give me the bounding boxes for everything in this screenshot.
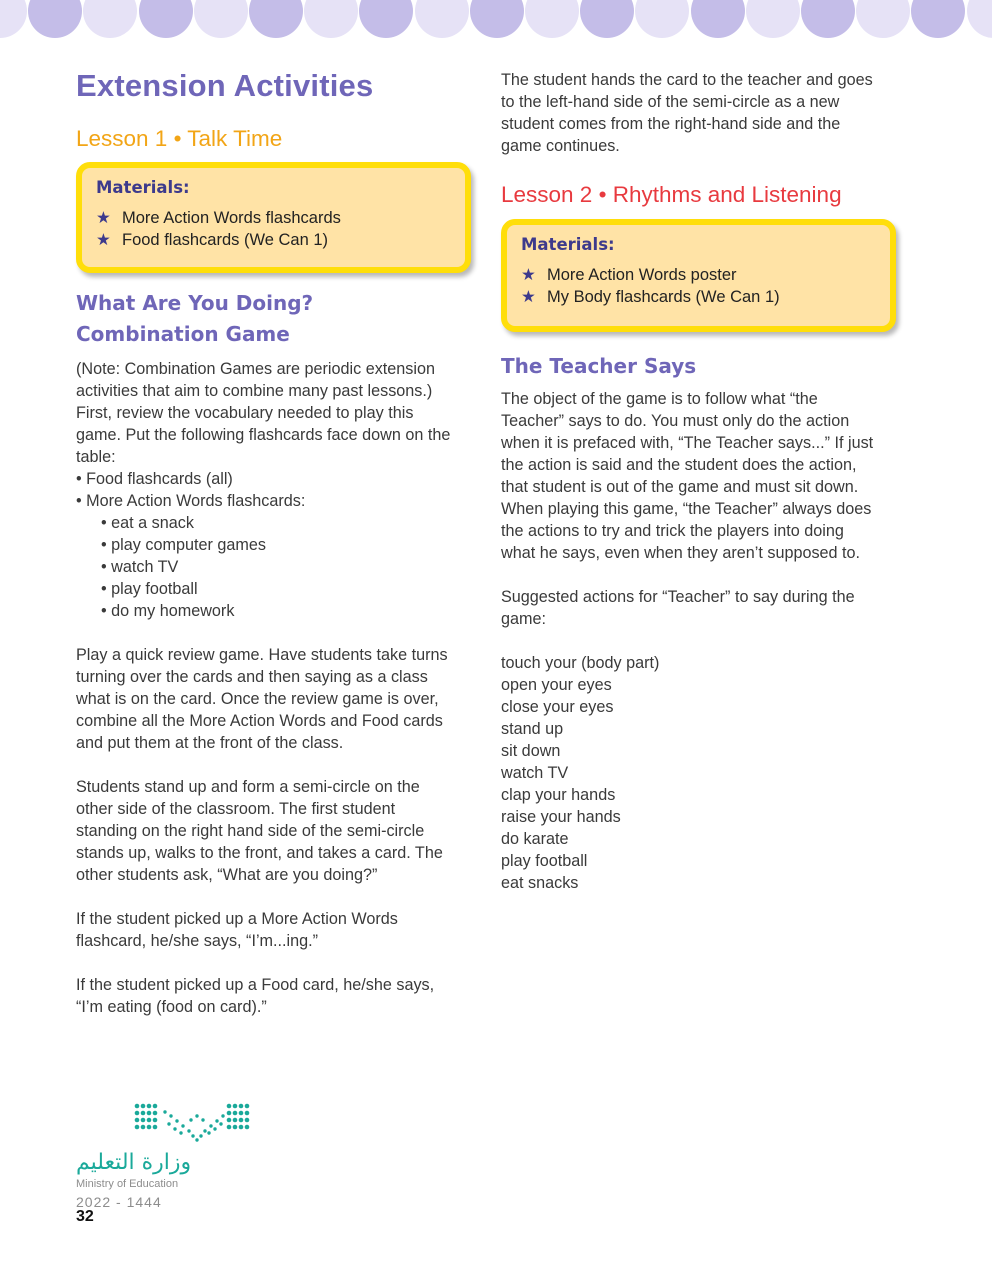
logo-dot: [233, 1118, 238, 1123]
combination-game-heading: What Are You Doing? Combination Game: [76, 291, 314, 346]
logo-dot: [141, 1111, 146, 1116]
logo-dot: [239, 1104, 244, 1109]
paragraph: Suggested actions for “Teacher” to say during the game:: [501, 588, 855, 628]
actions-list: [501, 652, 901, 894]
logo-dot: [203, 1129, 206, 1132]
decorative-scallop-border: [0, 0, 992, 40]
logo-dot: [153, 1111, 158, 1116]
logo-dot: [245, 1104, 250, 1109]
logo-dot: [175, 1119, 178, 1122]
logo-dot: [153, 1104, 158, 1109]
list-item: raise your hands: [501, 808, 621, 826]
logo-dot: [199, 1134, 202, 1137]
lesson2-heading: Lesson 2 • Rhythms and Listening: [501, 182, 842, 207]
scallop-shape: [470, 0, 524, 38]
combination-game-continued: The student hands the card to the teacher and goes to the left-hand side of the semi-circle as a new student comes from the right-hand side and the game continues.: [501, 71, 873, 155]
logo-dot: [245, 1111, 250, 1116]
scallop-shape: [139, 0, 193, 38]
logo-dot: [135, 1104, 140, 1109]
materials-item: ★ More Action Words flashcards: [96, 209, 341, 227]
scallop-shape: [249, 0, 303, 38]
paragraph: If the student picked up a Food card, he/she says, “I’m eating (food on card).”: [76, 976, 435, 1016]
logo-dot: [179, 1131, 182, 1134]
logo-dot: [135, 1118, 140, 1123]
star-icon: ★: [521, 266, 536, 284]
star-icon: ★: [96, 209, 111, 227]
logo-dot: [135, 1125, 140, 1130]
teacher-says-heading: The Teacher Says: [501, 354, 697, 378]
logo-dot: [227, 1118, 232, 1123]
logo-dot: [187, 1129, 190, 1132]
ministry-arabic-name: وزارة التعليم: [76, 1150, 192, 1175]
list-item: eat snacks: [501, 874, 579, 892]
logo-dot: [181, 1124, 184, 1127]
logo-dot: [191, 1134, 194, 1137]
lesson1-heading: Lesson 1 • Talk Time: [76, 126, 283, 151]
list-item: do karate: [501, 830, 569, 848]
scallop-shape: [635, 0, 689, 38]
logo-dot: [147, 1104, 152, 1109]
logo-dot: [141, 1104, 146, 1109]
list-item: watch TV: [501, 764, 569, 782]
scallop-shape: [746, 0, 800, 38]
logo-dot: [141, 1118, 146, 1123]
page-title: Extension Activities: [76, 68, 374, 103]
list-item: • Food flashcards (all): [76, 470, 233, 488]
list-item: open your eyes: [501, 676, 612, 694]
logo-dot: [219, 1122, 222, 1125]
logo-dot: [189, 1118, 192, 1121]
logo-dot: [135, 1111, 140, 1116]
scallop-shape: [967, 0, 992, 38]
scallop-shape: [304, 0, 358, 38]
logo-dot: [245, 1118, 250, 1123]
ministry-logo: [76, 1100, 256, 1225]
lesson2-materials-box: [501, 219, 896, 332]
logo-dot: [147, 1125, 152, 1130]
star-icon: ★: [96, 231, 111, 249]
logo-dot: [147, 1118, 152, 1123]
materials-item: ★ My Body flashcards (We Can 1): [521, 288, 780, 306]
list-item: • do my homework: [101, 602, 235, 620]
logo-dot: [153, 1118, 158, 1123]
materials-label: Materials:: [521, 235, 615, 254]
scallop-shape: [580, 0, 634, 38]
list-item: clap your hands: [501, 786, 616, 804]
intro-paragraph: (Note: Combination Games are periodic extension activities that aim to combine many past lessons.) First, review the vocabulary needed to play this game. Put the following flashcards face down on the table:: [76, 360, 451, 466]
year-label: 2022 - 1444: [76, 1194, 162, 1210]
logo-dot: [215, 1119, 218, 1122]
paragraph: Students stand up and form a semi-circle on the other side of the classroom. The first student standing on the right hand side of the semi-circle stands up, walks to the front, and takes a card. The other students ask, “What are you doing?”: [76, 778, 443, 884]
lesson1-materials-box: [76, 162, 471, 273]
list-item: sit down: [501, 742, 561, 760]
logo-dot: [201, 1118, 204, 1121]
combination-game-body: [76, 358, 476, 1040]
paragraph: The object of the game is to follow what “the Teacher” says to do. You must only do the action when it is prefaced with, “The Teacher says...” If just the action is said and the student does the action, that student is out of the game and must sit down. When playing this game, “the Teacher” always does the actions to try and trick the players into doing what he says, even when they aren’t supposed to.: [501, 390, 874, 562]
logo-dot: [221, 1114, 224, 1117]
star-icon: ★: [521, 288, 536, 306]
logo-dot: [233, 1125, 238, 1130]
scallop-shape: [911, 0, 965, 38]
logo-dot: [163, 1110, 166, 1113]
logo-dot: [141, 1125, 146, 1130]
list-item: play football: [501, 852, 588, 870]
materials-item: ★ More Action Words poster: [521, 266, 737, 284]
logo-dot: [195, 1138, 198, 1141]
scallop-shape: [691, 0, 745, 38]
page-number: 32: [76, 1208, 94, 1225]
logo-dot: [209, 1124, 212, 1127]
logo-dot: [227, 1104, 232, 1109]
logo-dot: [233, 1111, 238, 1116]
scallop-shape: [0, 0, 27, 38]
logo-dot: [169, 1114, 172, 1117]
list-item: stand up: [501, 720, 564, 738]
logo-dot: [213, 1127, 216, 1130]
logo-dot: [227, 1125, 232, 1130]
logo-dot: [245, 1125, 250, 1130]
logo-dot: [239, 1125, 244, 1130]
logo-dot: [233, 1104, 238, 1109]
ministry-name: Ministry of Education: [76, 1178, 179, 1190]
logo-dot: [207, 1131, 210, 1134]
list-item: • watch TV: [101, 558, 179, 576]
list-item: • More Action Words flashcards:: [76, 492, 306, 510]
logo-dot: [195, 1114, 198, 1117]
logo-dot: [173, 1127, 176, 1130]
materials-item: ★ Food flashcards (We Can 1): [96, 231, 329, 249]
teacher-says-body: [501, 388, 901, 894]
list-item: • play computer games: [101, 536, 266, 554]
flashcard-list: [76, 468, 476, 622]
ministry-logo-icon: [133, 1102, 253, 1144]
logo-dot: [147, 1111, 152, 1116]
list-item: close your eyes: [501, 698, 614, 716]
logo-dot: [227, 1111, 232, 1116]
list-item: touch your (body part): [501, 654, 660, 672]
logo-dot: [239, 1111, 244, 1116]
scallop-shape: [83, 0, 137, 38]
list-item: • eat a snack: [101, 514, 194, 532]
logo-dot: [239, 1118, 244, 1123]
logo-dot: [167, 1122, 170, 1125]
scallop-shape: [525, 0, 579, 38]
scallop-shape: [415, 0, 469, 38]
logo-dot: [153, 1125, 158, 1130]
scallop-shape: [856, 0, 910, 38]
list-item: • play football: [101, 580, 198, 598]
scallop-shape: [28, 0, 82, 38]
paragraph: Play a quick review game. Have students take turns turning over the cards and then saying as a class what is on the card. Once the review game is over, combine all the More Action Words and Food cards and put them at the front of the class.: [76, 646, 448, 752]
paragraph: If the student picked up a More Action Words flashcard, he/she says, “I’m...ing.”: [76, 910, 398, 950]
materials-label: Materials:: [96, 178, 190, 197]
scallop-shape: [194, 0, 248, 38]
scallop-shape: [359, 0, 413, 38]
scallop-shape: [801, 0, 855, 38]
